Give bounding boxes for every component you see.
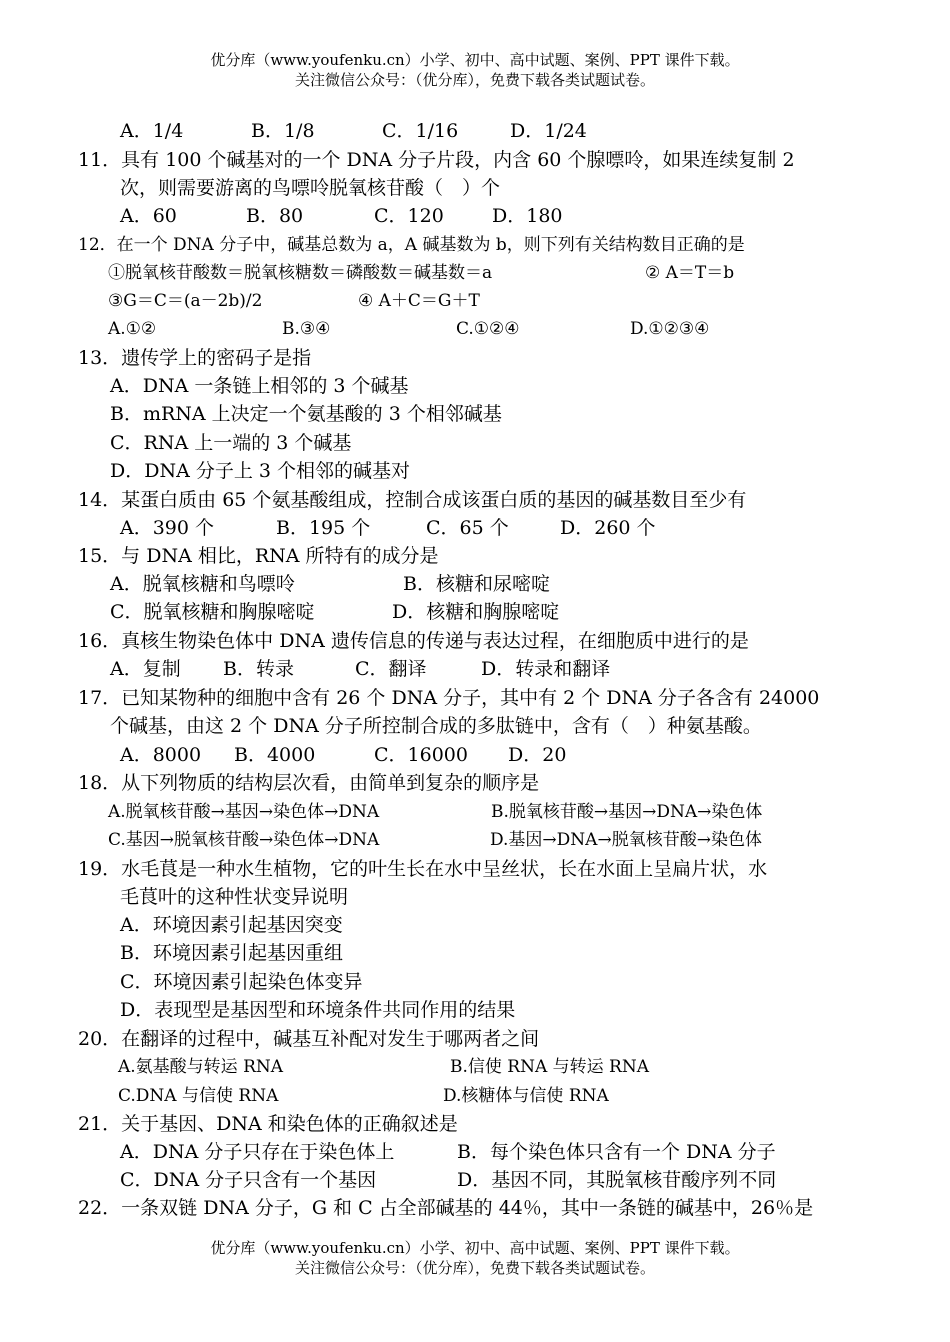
question-11-stem-cont: 次，则需要游离的鸟嘌呤脱氧核苷酸（ ）个 [120,177,501,199]
option: A．1/4 [120,120,184,142]
question-19-stem: 19．水毛茛是一种水生植物，它的叶生长在水中呈丝状，长在水面上呈扁片状，水 [78,858,768,880]
header-line-2: 关注微信公众号：（优分库），免费下载各类试题试卷。 [294,71,655,89]
option: A．390 个 [120,517,215,539]
option: A．DNA 分子只存在于染色体上 [120,1141,395,1163]
footer-line-1: 优分库（www.youfenku.cn）小学、初中、高中试题、案例、PPT 课件下载。 [210,1239,740,1257]
option: D.①②③④ [630,319,710,339]
option: C．脱氧核糖和胸腺嘧啶 [110,601,315,623]
q13-option-a: A．DNA 一条链上相邻的 3 个碱基 [110,375,409,397]
option: C．120 [374,205,444,227]
option: D．核糖和胸腺嘧啶 [392,601,560,623]
option: B．每个染色体只含有一个 DNA 分子 [457,1141,776,1163]
question-21-stem: 21．关于基因、DNA 和染色体的正确叙述是 [78,1113,458,1135]
question-18-stem: 18．从下列物质的结构层次看，由简单到复杂的顺序是 [78,772,540,794]
option: B．80 [246,205,304,227]
question-11-stem: 11．具有 100 个碱基对的一个 DNA 分子片段，内含 60 个腺嘌呤，如果连续复制 2 [78,149,795,171]
q12-options [108,316,709,342]
page-header [0,50,950,90]
option: A.氨基酸与转运 RNA [118,1057,284,1077]
q20-options-ab [118,1054,649,1080]
q21-options-cd [120,1167,776,1193]
question-12-stem: 12．在一个 DNA 分子中，碱基总数为 a，A 碱基数为 b，则下列有关结构数目正确的是 [78,235,745,255]
q19-option-d: D．表现型是基因型和环境条件共同作用的结果 [120,999,516,1021]
question-13-stem: 13．遗传学上的密码子是指 [78,347,312,369]
option: B．转录 [223,658,294,680]
q21-options-ab [120,1139,776,1165]
question-17-stem: 17．已知某物种的细胞中含有 26 个 DNA 分子，其中有 2 个 DNA 分子各含有 24000 [78,687,820,709]
option: A．复制 [110,658,181,680]
q12-statement-1: ①脱氧核苷酸数＝脱氧核糖数＝磷酸数＝碱基数＝a [108,263,493,283]
option: C.基因→脱氧核苷酸→染色体→DNA [108,830,380,850]
option: D．基因不同，其脱氧核苷酸序列不同 [457,1169,777,1191]
q10-options [120,118,587,144]
page-footer [0,1238,950,1278]
option: C．DNA 分子只含有一个基因 [120,1169,377,1191]
header-line-1: 优分库（www.youfenku.cn）小学、初中、高中试题、案例、PPT 课件下载。 [210,51,740,69]
option: A．8000 [120,744,202,766]
option: C．1/16 [382,120,459,142]
option: D.核糖体与信使 RNA [443,1086,609,1106]
q12-statement-2: ② A＝T＝b [645,263,735,283]
option: B．4000 [234,744,316,766]
q12-statement-4: ④ A＋C＝G＋T [358,291,480,311]
q13-option-b: B．mRNA 上决定一个氨基酸的 3 个相邻碱基 [110,403,502,425]
option: C．16000 [374,744,468,766]
question-15-stem: 15．与 DNA 相比，RNA 所特有的成分是 [78,545,439,567]
option: D.基因→DNA→脱氧核苷酸→染色体 [490,830,762,850]
q19-option-c: C．环境因素引起染色体变异 [120,971,363,993]
option: C．65 个 [426,517,509,539]
q15-options-ab [110,571,550,597]
option: D．转录和翻译 [481,658,611,680]
q19-option-a: A．环境因素引起基因突变 [120,914,343,936]
q18-options-ab [108,799,762,825]
q20-options-cd [118,1083,609,1109]
question-14-stem: 14．某蛋白质由 65 个氨基酸组成，控制合成该蛋白质的基因的碱基数目至少有 [78,489,747,511]
option: C.①②④ [456,319,520,339]
question-17-stem-cont: 个碱基，由这 2 个 DNA 分子所控制合成的多肽链中，含有（ ）种氨基酸。 [110,715,762,737]
q13-option-d: D．DNA 分子上 3 个相邻的碱基对 [110,460,411,482]
option: A．脱氧核糖和鸟嘌呤 [110,573,295,595]
option: D．180 [492,205,563,227]
option: A.脱氧核苷酸→基因→染色体→DNA [108,802,380,822]
option: B.信使 RNA 与转运 RNA [450,1057,650,1077]
option: C．翻译 [355,658,427,680]
q12-statement-3: ③G＝C＝(a－2b)/2 [108,291,263,311]
footer-line-2: 关注微信公众号：（优分库），免费下载各类试题试卷。 [294,1259,655,1277]
option: C.DNA 与信使 RNA [118,1086,279,1106]
q11-options [120,203,563,229]
question-22-stem: 22．一条双链 DNA 分子，G 和 C 占全部碱基的 44％，其中一条链的碱基中，26％是 [78,1197,814,1219]
question-20-stem: 20．在翻译的过程中，碱基互补配对发生于哪两者之间 [78,1028,540,1050]
q17-options [120,742,566,768]
option: B．1/8 [251,120,315,142]
option: B．195 个 [276,517,371,539]
q19-option-b: B．环境因素引起基因重组 [120,942,343,964]
option: A.①② [108,319,157,339]
option: D．260 个 [560,517,656,539]
q15-options-cd [110,599,559,625]
question-16-stem: 16．真核生物染色体中 DNA 遗传信息的传递与表达过程，在细胞质中进行的是 [78,630,749,652]
option: D．20 [508,744,567,766]
q16-options [110,656,610,682]
option: B.脱氧核苷酸→基因→DNA→染色体 [491,802,763,822]
option: A．60 [120,205,177,227]
option: B．核糖和尿嘧啶 [403,573,550,595]
q13-option-c: C．RNA 上一端的 3 个碱基 [110,432,352,454]
q14-options [120,515,656,541]
option: D．1/24 [510,120,587,142]
option: B.③④ [282,319,331,339]
question-19-stem-cont: 毛茛叶的这种性状变异说明 [120,886,349,908]
q18-options-cd [108,827,762,853]
